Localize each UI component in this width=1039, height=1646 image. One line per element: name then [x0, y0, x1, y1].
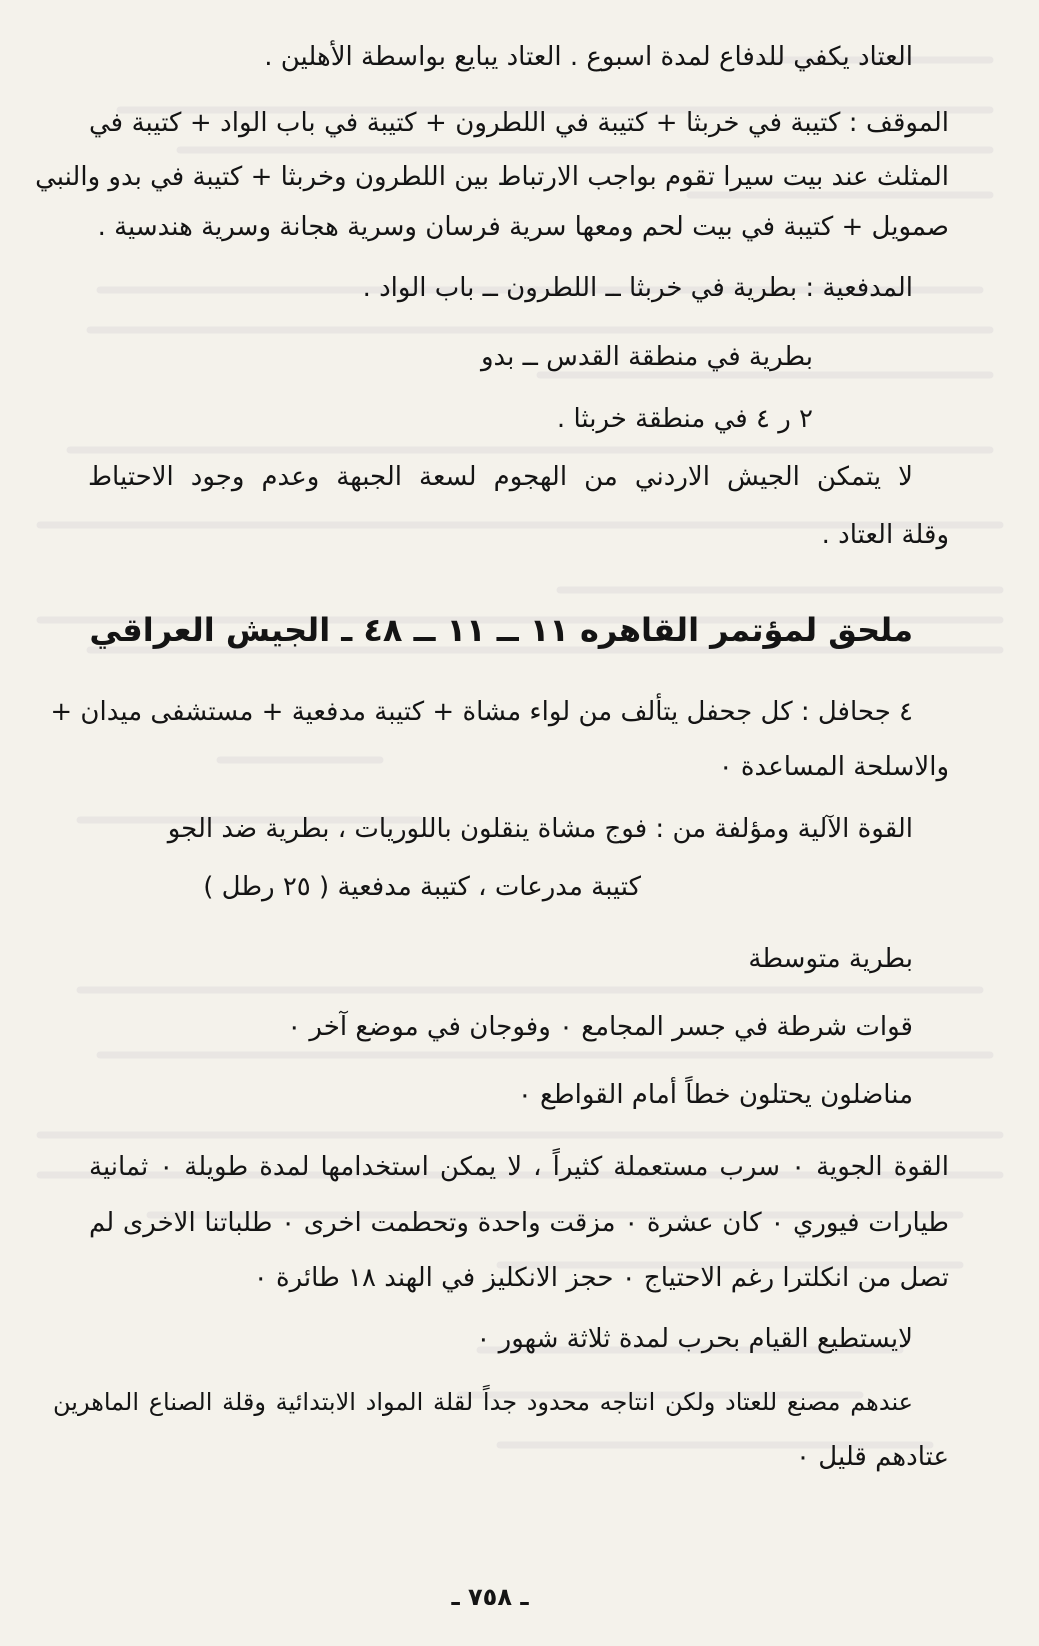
text-line: القوة الجوية ٠ سرب مستعملة كثيراً ، لا يمكن استخدامها لمدة طويلة ٠ ثمانية — [89, 1152, 949, 1182]
text-line: صمويل + كتيبة في بيت لحم ومعها سرية فرسان وسرية هجانة وسرية هندسية . — [97, 212, 949, 242]
text-line: لا يتمكن الجيش الاردني من الهجوم لسعة الجبهة وعدم وجود الاحتياط — [88, 462, 913, 492]
text-line: مناضلون يحتلون خطاً أمام القواطع ٠ — [517, 1080, 913, 1110]
page-number: ـ ٧٥٨ ـ — [451, 1583, 529, 1611]
text-line: وقلة العتاد . — [821, 520, 949, 550]
text-line: الموقف : كتيبة في خربثا + كتيبة في اللطرون + كتيبة في باب الواد + كتيبة في — [89, 108, 949, 138]
text-line: القوة الآلية ومؤلفة من : فوج مشاة ينقلون باللوريات ، بطرية ضد الجو — [167, 814, 913, 844]
text-line: عتادهم قليل ٠ — [796, 1442, 949, 1472]
text-line: تصل من انكلترا رغم الاحتياج ٠ حجز الانكليز في الهند ١٨ طائرة ٠ — [253, 1263, 949, 1293]
text-line: ٤ جحافل : كل جحفل يتألف من لواء مشاة + كتيبة مدفعية + مستشفى ميدان + — [50, 697, 913, 727]
text-line: طيارات فيوري ٠ كان عشرة ٠ مزقت واحدة وتحطمت اخرى ٠ طلباتنا الاخرى لم — [89, 1208, 949, 1238]
text-line: ٢ ر ٤ في منطقة خربثا . — [556, 404, 813, 434]
text-line: قوات شرطة في جسر المجامع ٠ وفوجان في موضع آخر ٠ — [287, 1012, 913, 1042]
text-line: بطرية متوسطة — [748, 944, 913, 974]
text-line: بطرية في منطقة القدس ــ بدو — [480, 342, 813, 372]
appendix-title: ملحق لمؤتمر القاهره ١١ ــ ١١ ــ ٤٨ ـ الجيش العراقي — [89, 611, 913, 649]
text-line: كتيبة مدرعات ، كتيبة مدفعية ( ٢٥ رطل ) — [203, 872, 641, 902]
text-line: لايستطيع القيام بحرب لمدة ثلاثة شهور ٠ — [476, 1324, 913, 1354]
text-line: عندهم مصنع للعتاد ولكن انتاجه محدود جداً لقلة المواد الابتدائية وقلة الصناع الماهرين — [53, 1388, 913, 1416]
text-line: المدفعية : بطرية في خربثا ــ اللطرون ــ باب الواد . — [362, 273, 913, 303]
text-line: العتاد يكفي للدفاع لمدة اسبوع . العتاد يبايع بواسطة الأهلين . — [264, 42, 913, 72]
text-line: المثلث عند بيت سيرا تقوم بواجب الارتباط بين اللطرون وخربثا + كتيبة في بدو والنبي — [35, 162, 949, 192]
text-line: والاسلحة المساعدة ٠ — [718, 752, 949, 782]
